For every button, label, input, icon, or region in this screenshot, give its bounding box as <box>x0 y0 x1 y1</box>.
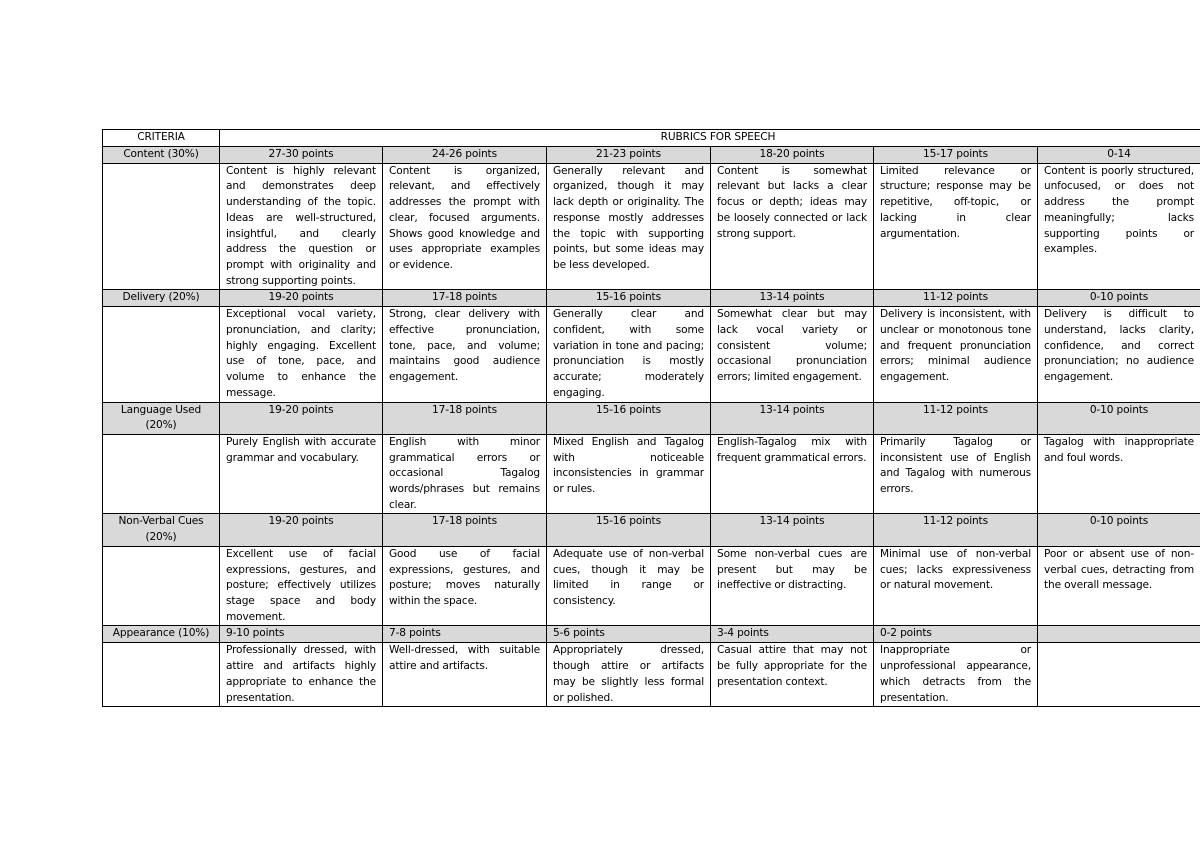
description-cell: Strong, clear delivery with effective pronunciation, tone, pace, and volume; maintains good audience engagement. <box>383 307 547 402</box>
points-cell: 11-12 points <box>874 290 1038 307</box>
points-cell: 19-20 points <box>220 402 383 434</box>
description-row-language <box>103 434 1200 514</box>
criterion-label: Content (30%) <box>103 146 220 163</box>
description-cell: Poor or absent use of non-verbal cues, detracting from the overall message. <box>1038 546 1200 626</box>
description-cell: Well-dressed, with suitable attire and artifacts. <box>383 643 547 707</box>
points-row-language <box>103 402 1200 434</box>
empty-criterion-cell <box>103 307 220 402</box>
criterion-label: Non-Verbal Cues (20%) <box>103 514 220 546</box>
empty-criterion-cell <box>103 163 220 290</box>
points-cell: 5-6 points <box>547 626 711 643</box>
points-cell: 15-17 points <box>874 146 1038 163</box>
description-cell: Content is highly relevant and demonstrates deep understanding of the topic. Ideas are well-structured, insightful, and clearly address the question or prompt with originality and strong supporting points. <box>220 163 383 290</box>
points-cell: 17-18 points <box>383 290 547 307</box>
points-cell <box>1038 626 1200 643</box>
points-cell: 11-12 points <box>874 514 1038 546</box>
points-cell: 18-20 points <box>711 146 874 163</box>
header-row <box>103 130 1200 147</box>
description-cell: Some non-verbal cues are present but may be ineffective or distracting. <box>711 546 874 626</box>
points-cell: 24-26 points <box>383 146 547 163</box>
description-cell: Inappropriate or unprofessional appearance, which detracts from the presentation. <box>874 643 1038 707</box>
points-cell: 27-30 points <box>220 146 383 163</box>
points-cell: 15-16 points <box>547 514 711 546</box>
description-cell: Professionally dressed, with attire and artifacts highly appropriate to enhance the presentation. <box>220 643 383 707</box>
description-cell: Casual attire that may not be fully appropriate for the presentation context. <box>711 643 874 707</box>
points-row-nonverbal <box>103 514 1200 546</box>
points-cell: 21-23 points <box>547 146 711 163</box>
description-cell: Generally clear and confident, with some variation in tone and pacing; pronunciation is mostly accurate; moderately engaging. <box>547 307 711 402</box>
points-cell: 0-10 points <box>1038 402 1200 434</box>
description-cell: Purely English with accurate grammar and vocabulary. <box>220 434 383 514</box>
points-cell: 17-18 points <box>383 514 547 546</box>
description-cell: Adequate use of non-verbal cues, though it may be limited in range or consistency. <box>547 546 711 626</box>
description-cell: Excellent use of facial expressions, gestures, and posture; effectively utilizes stage space and body movement. <box>220 546 383 626</box>
points-row-appearance <box>103 626 1200 643</box>
description-cell: Good use of facial expressions, gestures, and posture; moves naturally within the space. <box>383 546 547 626</box>
description-cell: Content is poorly structured, unfocused, or does not address the prompt meaningfully; lacks supporting points or examples. <box>1038 163 1200 290</box>
rubric-sheet <box>102 129 1200 707</box>
description-cell: English with minor grammatical errors or occasional Tagalog words/phrases but remains clear. <box>383 434 547 514</box>
description-row-content <box>103 163 1200 290</box>
description-cell: Content is organized, relevant, and effectively addresses the prompt with clear, focused arguments. Shows good knowledge and uses appropriate examples or evidence. <box>383 163 547 290</box>
description-cell: Primarily Tagalog or inconsistent use of English and Tagalog with numerous errors. <box>874 434 1038 514</box>
description-cell: Delivery is difficult to understand, lacks clarity, confidence, and correct pronunciation; no audience engagement. <box>1038 307 1200 402</box>
criterion-label: Delivery (20%) <box>103 290 220 307</box>
points-cell: 19-20 points <box>220 514 383 546</box>
description-cell: Generally relevant and organized, though it may lack depth or originality. The response mostly addresses the topic with supporting points, but some ideas may be less developed. <box>547 163 711 290</box>
points-cell: 0-10 points <box>1038 290 1200 307</box>
points-cell: 0-2 points <box>874 626 1038 643</box>
description-cell: Minimal use of non-verbal cues; lacks expressiveness or natural movement. <box>874 546 1038 626</box>
description-cell: Tagalog with inappropriate and foul words. <box>1038 434 1200 514</box>
criterion-label: Language Used (20%) <box>103 402 220 434</box>
points-cell: 19-20 points <box>220 290 383 307</box>
points-cell: 3-4 points <box>711 626 874 643</box>
criteria-header: CRITERIA <box>103 130 220 147</box>
description-cell: Limited relevance or structure; response may be repetitive, off-topic, or lacking in clear argumentation. <box>874 163 1038 290</box>
description-cell: English-Tagalog mix with frequent grammatical errors. <box>711 434 874 514</box>
rubrics-header: RUBRICS FOR SPEECH <box>220 130 1200 147</box>
description-cell: Appropriately dressed, though attire or artifacts may be slightly less formal or polished. <box>547 643 711 707</box>
description-row-delivery <box>103 307 1200 402</box>
empty-criterion-cell <box>103 546 220 626</box>
points-cell: 13-14 points <box>711 402 874 434</box>
points-cell: 17-18 points <box>383 402 547 434</box>
empty-criterion-cell <box>103 643 220 707</box>
points-cell: 15-16 points <box>547 290 711 307</box>
points-cell: 0-14 <box>1038 146 1200 163</box>
points-row-delivery <box>103 290 1200 307</box>
description-cell <box>1038 643 1200 707</box>
description-cell: Delivery is inconsistent, with unclear or monotonous tone and frequent pronunciation errors; minimal audience engagement. <box>874 307 1038 402</box>
points-cell: 13-14 points <box>711 290 874 307</box>
description-row-appearance <box>103 643 1200 707</box>
points-cell: 0-10 points <box>1038 514 1200 546</box>
points-cell: 11-12 points <box>874 402 1038 434</box>
points-cell: 15-16 points <box>547 402 711 434</box>
points-cell: 7-8 points <box>383 626 547 643</box>
rubric-table <box>102 129 1200 707</box>
description-cell: Somewhat clear but may lack vocal variety or consistent volume; occasional pronunciation errors; limited engagement. <box>711 307 874 402</box>
points-row-content <box>103 146 1200 163</box>
description-row-nonverbal <box>103 546 1200 626</box>
empty-criterion-cell <box>103 434 220 514</box>
points-cell: 13-14 points <box>711 514 874 546</box>
description-cell: Mixed English and Tagalog with noticeable inconsistencies in grammar or rules. <box>547 434 711 514</box>
criterion-label: Appearance (10%) <box>103 626 220 643</box>
description-cell: Exceptional vocal variety, pronunciation, and clarity; highly engaging. Excellent use of tone, pace, and volume to enhance the message. <box>220 307 383 402</box>
points-cell: 9-10 points <box>220 626 383 643</box>
description-cell: Content is somewhat relevant but lacks a clear focus or depth; ideas may be loosely connected or lack strong support. <box>711 163 874 290</box>
